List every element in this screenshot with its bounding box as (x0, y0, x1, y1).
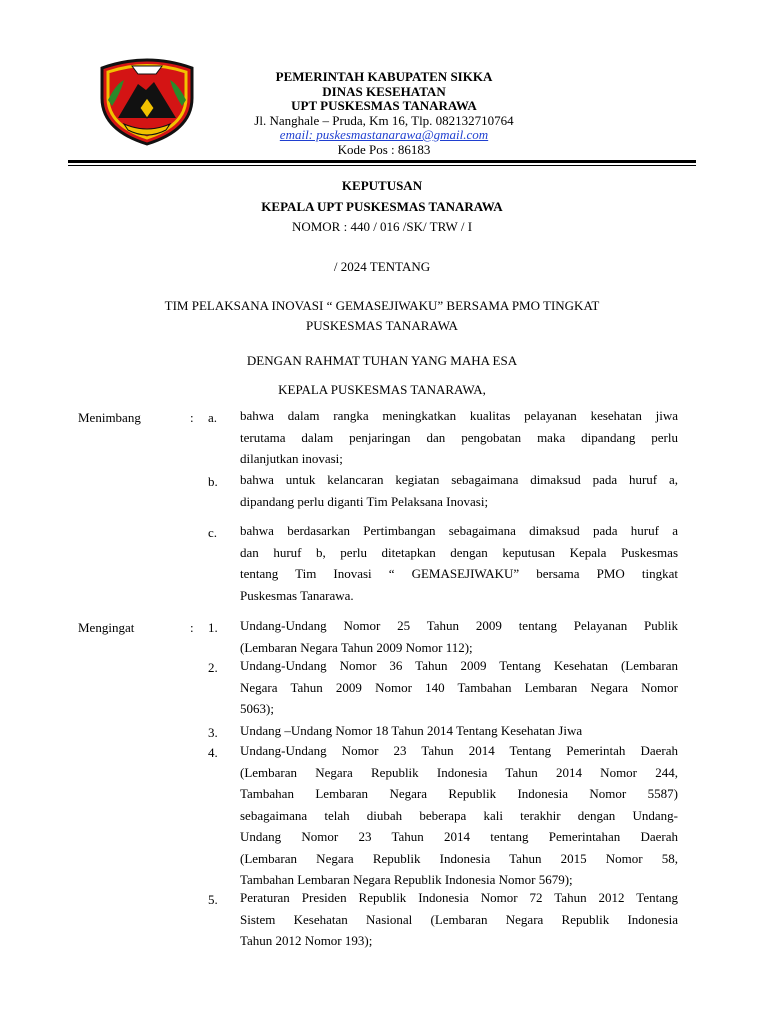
menimbang-a-line: terutama dalam penjaringan dan pengobatan maka dipandang perlu (240, 429, 678, 445)
mengingat-4-line: Undang-Undang Nomor 23 Tahun 2014 Tentang Pemerintah Daerah (240, 743, 678, 758)
mengingat-4-line: Tambahan Lembaran Negara Republik Indonesia Nomor 5679); (240, 872, 573, 887)
menimbang-item-mark: b. (208, 474, 218, 489)
mengingat-2-line: 5063); (240, 701, 274, 716)
mengingat-4-line: (Lembaran Negara Republik Indonesia Tahun 2014 Nomor 244, (240, 764, 678, 780)
mengingat-item-4 (240, 740, 678, 891)
mengingat-4-line: sebagaimana telah diubah beberapa kali terakhir dengan Undang- (240, 807, 678, 823)
decree-year-tentang: / 2024 TENTANG (333, 259, 431, 274)
mengingat-1-line: Undang-Undang Nomor 25 Tahun 2009 tentang Pelayanan Publik (240, 618, 678, 633)
subject-line-1: TIM PELAKSANA INOVASI “ GEMASEJIWAKU” BERSAMA PMO TINGKAT (164, 298, 600, 313)
menimbang-item-a (240, 405, 678, 470)
letterhead-agency: DINAS KESEHATAN (322, 83, 446, 99)
mengingat-item-mark: 4. (208, 745, 218, 760)
menimbang-c-line: dan huruf b, perlu ditetapkan dengan keputusan Kepala Puskesmas (240, 544, 678, 560)
mengingat-4-line: Undang Nomor 23 Tahun 2014 tentang Pemerintahan Daerah (240, 829, 678, 844)
mengingat-item-mark: 5. (208, 892, 218, 907)
decree-number: NOMOR : 440 / 016 /SK/ TRW / I (291, 219, 473, 234)
mengingat-item-5 (240, 887, 678, 952)
issuer-heading: KEPALA UPT PUSKESMAS TANARAWA (261, 199, 503, 214)
mengingat-item-mark: 3. (208, 725, 218, 740)
issuer-salutation: KEPALA PUSKESMAS TANARAWA, (278, 382, 486, 397)
menimbang-item-mark: a. (208, 410, 218, 425)
mengingat-item-mark: 2. (208, 660, 218, 675)
letterhead-email-link[interactable]: email: puskesmastanarawa@gmail.com (279, 127, 489, 142)
menimbang-item-c (240, 520, 678, 606)
mengingat-item-3 (240, 720, 678, 742)
menimbang-label: Menimbang (78, 410, 141, 425)
letterhead-address: Jl. Nanghale – Pruda, Km 16, Tlp. 082132710764 (254, 112, 514, 128)
mengingat-label: Mengingat (78, 620, 135, 635)
regency-emblem-logo (94, 54, 200, 146)
menimbang-colon: : (190, 410, 194, 425)
menimbang-a-line: bahwa dalam rangka meningkatkan kualitas pelayanan kesehatan jiwa (240, 408, 678, 423)
mengingat-4-line: Tambahan Lembaran Negara Republik Indonesia Nomor 5587) (240, 786, 678, 801)
menimbang-item-b (240, 469, 678, 512)
menimbang-item-mark: c. (208, 525, 218, 540)
mengingat-item-mark: 1. (208, 620, 218, 635)
mengingat-4-line: (Lembaran Negara Republik Indonesia Tahun 2015 Nomor 58, (240, 850, 678, 866)
menimbang-b-line: bahwa untuk kelancaran kegiatan sebagaimana dimaksud pada huruf a, (240, 472, 678, 487)
mengingat-colon: : (190, 620, 194, 635)
menimbang-c-line: tentang Tim Inovasi “ GEMASEJIWAKU” bersama PMO tingkat (240, 566, 678, 581)
subject-line-2: PUSKESMAS TANARAWA (306, 318, 458, 333)
mengingat-5-line: Tahun 2012 Nomor 193); (240, 933, 373, 948)
mengingat-3-line: Undang –Undang Nomor 18 Tahun 2014 Tentang Kesehatan Jiwa (240, 723, 583, 738)
letterhead-government: PEMERINTAH KABUPATEN SIKKA (275, 69, 493, 84)
menimbang-a-line: dilanjutkan inovasi; (240, 451, 343, 466)
mengingat-2-line: Negara Tahun 2009 Nomor 140 Tambahan Lembaran Negara Nomor (240, 679, 678, 695)
letterhead-divider-thick (68, 160, 696, 163)
letterhead (210, 70, 558, 157)
menimbang-c-line: bahwa berdasarkan Pertimbangan sebagaimana dimaksud pada huruf a (240, 523, 678, 538)
mengingat-5-line: Peraturan Presiden Republik Indonesia Nomor 72 Tahun 2012 Tentang (240, 890, 678, 905)
document-type-heading: KEPUTUSAN (341, 178, 423, 193)
mengingat-1-line: (Lembaran Negara Tahun 2009 Nomor 112); (240, 639, 473, 655)
letterhead-divider-thin (68, 165, 696, 166)
letterhead-unit: UPT PUSKESMAS TANARAWA (291, 98, 477, 113)
mengingat-item-2 (240, 655, 678, 720)
mengingat-2-line: Undang-Undang Nomor 36 Tahun 2009 Tentang Kesehatan (Lembaran (240, 658, 678, 673)
letterhead-postal-code: Kode Pos : 86183 (337, 141, 431, 157)
menimbang-c-line: Puskesmas Tanarawa. (240, 587, 354, 603)
menimbang-b-line: dipandang perlu diganti Tim Pelaksana Inovasi; (240, 493, 489, 509)
mengingat-item-1 (240, 615, 678, 658)
invocation: DENGAN RAHMAT TUHAN YANG MAHA ESA (246, 353, 518, 368)
mengingat-5-line: Sistem Kesehatan Nasional (Lembaran Negara Republik Indonesia (240, 911, 678, 927)
